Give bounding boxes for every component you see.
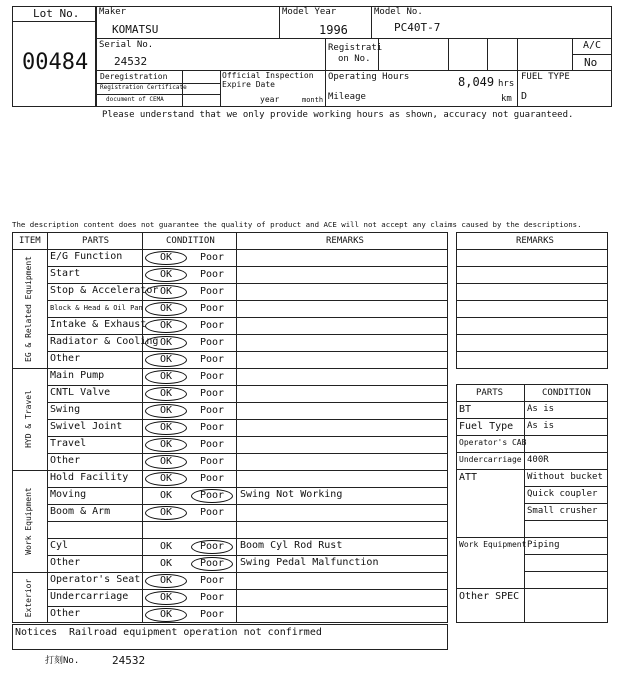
side-row-divider (524, 486, 608, 487)
fuel-type-label: FUEL TYPE (521, 72, 570, 82)
part-label: Swing (50, 404, 81, 415)
part-label: Cyl (50, 540, 69, 551)
ok-option: OK (159, 575, 173, 586)
maker-label: Maker (99, 7, 127, 17)
maker-value: KOMATSU (112, 23, 159, 36)
row-divider (47, 300, 448, 301)
selected-condition-circle (145, 608, 187, 622)
side-condition-value: As is (527, 421, 555, 431)
col-parts-header: PARTS (82, 236, 110, 246)
row-divider (47, 538, 448, 539)
poor-option: Poor (199, 558, 225, 569)
selected-condition-circle (145, 319, 187, 333)
poor-option: Poor (199, 286, 225, 297)
row-divider (47, 504, 448, 505)
poor-option: Poor (199, 456, 225, 467)
selected-condition-circle (145, 251, 187, 265)
poor-option: Poor (199, 371, 225, 382)
model-year-value: 1996 (319, 23, 348, 37)
row-divider (47, 589, 448, 590)
item-group-label: Exterior (24, 578, 33, 617)
cema-document-label: document of CEMA (106, 96, 164, 103)
part-label: Radiator & Cooling (50, 336, 159, 347)
side-part-label: Undercarriage (459, 455, 522, 464)
year-unit: year (260, 95, 280, 104)
part-label: Operator's Seat (50, 574, 141, 585)
side-part-label: Fuel Type (459, 421, 514, 432)
row-divider (47, 385, 448, 386)
ok-option: OK (159, 609, 173, 620)
row-divider (47, 555, 448, 556)
part-label: Other (50, 353, 81, 364)
side-row-divider (456, 537, 608, 538)
ok-option: OK (159, 371, 173, 382)
inspection-label-2: Expire Date (222, 80, 275, 89)
col-item-header: ITEM (19, 236, 41, 246)
side-row-divider (524, 520, 608, 521)
part-label: Other (50, 608, 81, 619)
deregistration-label: Deregistration (100, 72, 168, 81)
remark-text: Swing Pedal Malfunction (240, 557, 379, 568)
operating-hours-label: Operating Hours (328, 72, 410, 82)
ok-option: OK (159, 456, 173, 467)
row-divider (47, 283, 448, 284)
ok-option: OK (159, 592, 173, 603)
row-divider (47, 317, 448, 318)
side-col-parts-header: PARTS (476, 388, 504, 398)
serial-label: Serial No. (99, 40, 154, 50)
item-group-label: HYD & Travel (24, 390, 33, 448)
lot-label: Lot No. (33, 7, 80, 20)
selected-condition-circle (145, 387, 187, 401)
fuel-type-value: D (521, 91, 528, 102)
part-label: Travel (50, 438, 87, 449)
registration-label-2: on No. (338, 54, 371, 64)
row-divider (47, 266, 448, 267)
side-row-divider (456, 452, 608, 453)
poor-option: Poor (199, 269, 225, 280)
side-condition-value: Piping (527, 540, 560, 550)
ok-option: OK (159, 405, 173, 416)
ok-option: OK (159, 303, 173, 314)
ok-option: OK (159, 286, 173, 297)
ok-option: OK (159, 269, 173, 280)
mileage-label: Mileage (328, 92, 366, 102)
ok-option: OK (159, 558, 173, 569)
selected-condition-circle (145, 404, 187, 418)
poor-option: Poor (199, 490, 225, 501)
poor-option: Poor (199, 337, 225, 348)
ok-option: OK (159, 473, 173, 484)
row-divider (47, 487, 448, 488)
poor-option: Poor (199, 354, 225, 365)
poor-option: Poor (199, 439, 225, 450)
row-divider (47, 351, 448, 352)
part-label: Moving (50, 489, 87, 500)
side-condition-value: Without bucket (527, 472, 603, 482)
item-group-label: EG & Related Equipment (24, 255, 33, 362)
ac-value: No (584, 56, 598, 69)
side-row-divider (456, 469, 608, 470)
part-label: Hold Facility (50, 472, 129, 483)
poor-option: Poor (199, 473, 225, 484)
ok-option: OK (159, 541, 173, 552)
side-condition-value: Quick coupler (527, 489, 598, 499)
serial-value: 24532 (114, 55, 148, 68)
selected-condition-circle (145, 268, 187, 282)
group-divider (12, 470, 448, 471)
selected-condition-circle (145, 353, 187, 367)
row-divider (47, 419, 448, 420)
lot-number: 00484 (22, 50, 89, 75)
ok-option: OK (159, 507, 173, 518)
side-part-label: Work Equipment (459, 540, 527, 549)
stamp-number-label: 打刻No. (45, 656, 80, 666)
row-divider (47, 453, 448, 454)
group-divider (12, 368, 448, 369)
description-disclaimer: The description content does not guarantee the quality of product and ACE will not accept any claims caused by the descriptions. (12, 220, 582, 229)
col-condition-header: CONDITION (166, 236, 215, 246)
row-divider (47, 521, 448, 522)
side-condition-value: 400R (527, 455, 549, 465)
side-row-divider (456, 418, 608, 419)
part-label: Start (50, 268, 81, 279)
side-row-divider (524, 554, 608, 555)
side-condition-value: As is (527, 404, 555, 414)
side-row-divider (524, 503, 608, 504)
part-label: Undercarriage (50, 591, 129, 602)
side-row-divider (456, 435, 608, 436)
part-label: Stop & Accelerator (50, 285, 159, 296)
notices-label: Notices (15, 627, 58, 638)
part-label: E/G Function (50, 251, 123, 262)
side-condition-value: Small crusher (527, 506, 598, 516)
selected-condition-circle (145, 591, 187, 605)
ok-option: OK (159, 320, 173, 331)
notices-value: Railroad equipment operation not confirmed (69, 627, 322, 638)
month-unit: month (302, 96, 324, 104)
selected-condition-circle (145, 438, 187, 452)
ok-option: OK (159, 252, 173, 263)
row-divider (47, 334, 448, 335)
row-divider (47, 606, 448, 607)
ok-option: OK (159, 388, 173, 399)
side-row-divider (456, 588, 608, 589)
poor-option: Poor (199, 609, 225, 620)
poor-option: Poor (199, 320, 225, 331)
side-col-condition-header: CONDITION (542, 388, 591, 398)
selected-condition-circle (145, 574, 187, 588)
side-part-label: ATT (459, 472, 478, 483)
km-unit: km (501, 94, 512, 104)
hrs-unit: hrs (498, 79, 515, 89)
poor-option: Poor (199, 405, 225, 416)
registration-certificate-label: Registration Certificate (100, 84, 187, 91)
selected-condition-circle (191, 489, 233, 503)
registration-label: Registrati (328, 43, 383, 53)
ok-option: OK (159, 422, 173, 433)
part-label: Other (50, 455, 81, 466)
poor-option: Poor (199, 541, 225, 552)
selected-condition-circle (145, 302, 187, 316)
remark-text: Boom Cyl Rod Rust (240, 540, 343, 551)
item-group-label: Work Equipment (24, 487, 33, 555)
poor-option: Poor (199, 422, 225, 433)
model-year-label: Model Year (282, 7, 337, 17)
poor-option: Poor (199, 388, 225, 399)
side-row-divider (524, 571, 608, 572)
selected-condition-circle (145, 506, 187, 520)
stamp-number-value: 24532 (112, 654, 146, 667)
remark-text: Swing Not Working (240, 489, 343, 500)
row-divider (47, 402, 448, 403)
part-label: Intake & Exhaust (50, 319, 147, 330)
side-part-label: BT (459, 404, 472, 415)
poor-option: Poor (199, 575, 225, 586)
part-label: Other (50, 557, 81, 568)
part-label: Main Pump (50, 370, 105, 381)
hours-disclaimer: Please understand that we only provide working hours as shown, accuracy not guaranteed. (102, 110, 574, 120)
selected-condition-circle (145, 336, 187, 350)
part-label: Boom & Arm (50, 506, 111, 517)
group-divider (12, 572, 448, 573)
col-remarks-header: REMARKS (326, 236, 364, 246)
selected-condition-circle (145, 455, 187, 469)
selected-condition-circle (191, 557, 233, 571)
selected-condition-circle (191, 540, 233, 554)
part-label: Block & Head & Oil Pan (50, 304, 143, 312)
part-label: Swivel Joint (50, 421, 123, 432)
ok-option: OK (159, 337, 173, 348)
model-no-label: Model No. (374, 7, 423, 17)
row-divider (47, 436, 448, 437)
poor-option: Poor (199, 507, 225, 518)
poor-option: Poor (199, 303, 225, 314)
side-part-label: Operator's CAB (459, 438, 527, 447)
selected-condition-circle (145, 472, 187, 486)
model-no-value: PC40T-7 (394, 21, 441, 34)
side-remarks-header: REMARKS (516, 236, 554, 246)
inspection-label: Official Inspection (222, 71, 314, 80)
selected-condition-circle (145, 285, 187, 299)
selected-condition-circle (145, 421, 187, 435)
ok-option: OK (159, 439, 173, 450)
part-label: CNTL Valve (50, 387, 111, 398)
side-part-label: Other SPEC (459, 591, 520, 602)
ok-option: OK (159, 354, 173, 365)
ok-option: OK (159, 490, 173, 501)
operating-hours-value: 8,049 (458, 75, 495, 89)
poor-option: Poor (199, 252, 225, 263)
poor-option: Poor (199, 592, 225, 603)
side-header-divider (456, 401, 608, 402)
selected-condition-circle (145, 370, 187, 384)
ac-label: A/C (583, 40, 602, 51)
